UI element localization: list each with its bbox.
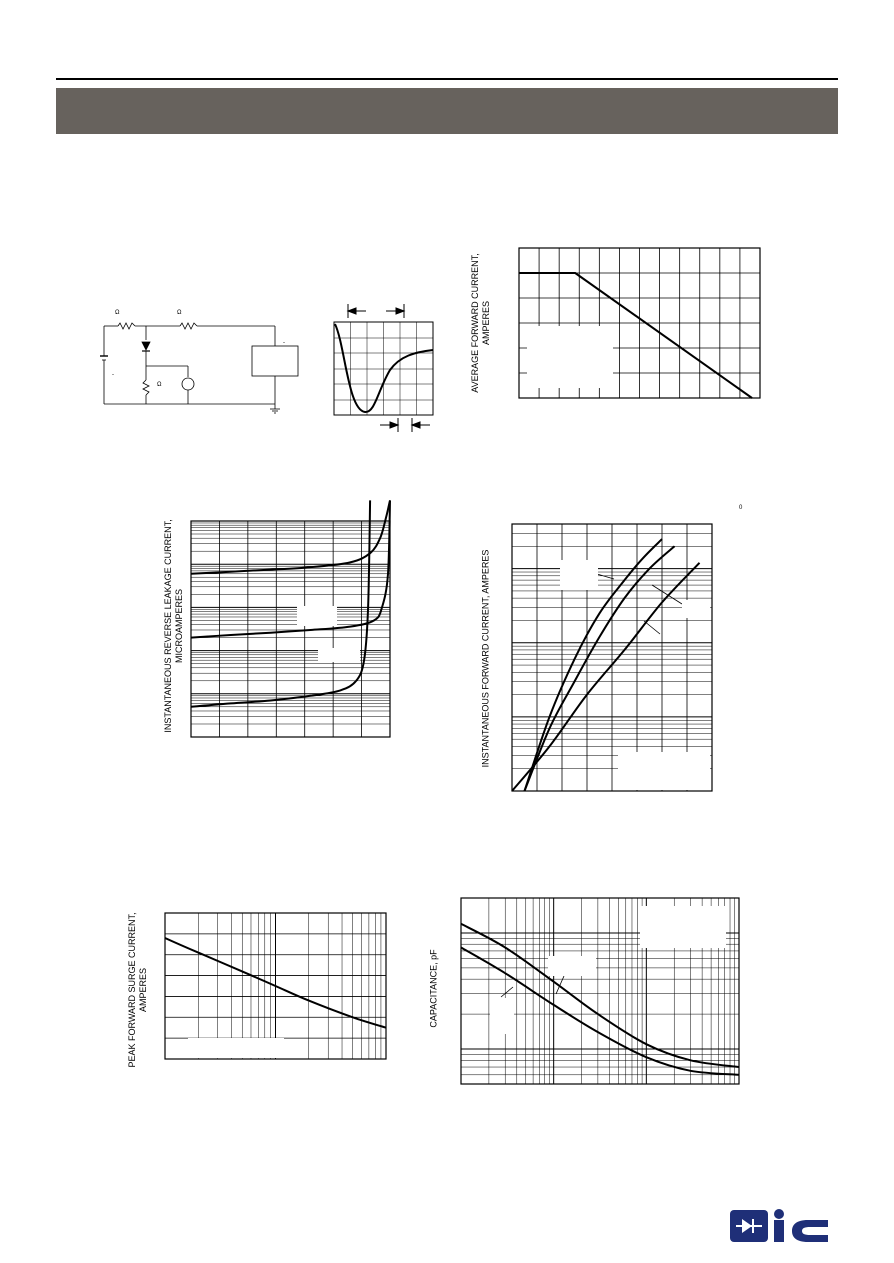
reverse-leakage-series-3 <box>191 500 370 706</box>
derating-y-axis-label <box>470 253 492 393</box>
forward-characteristics-chart <box>512 524 712 791</box>
resistor-3-label: Ω <box>157 382 162 388</box>
forward-note-box-3 <box>618 752 710 790</box>
company-logo <box>728 1208 832 1246</box>
leakage-y-axis-label <box>163 516 185 736</box>
leakage-y-label-line-2: MICROAMPERES <box>174 589 184 664</box>
surge-note-box <box>188 1038 284 1058</box>
capacitance-note-box-3 <box>490 998 514 1034</box>
resistor-1-label: Ω <box>115 310 120 316</box>
reverse-leakage-chart <box>191 500 390 737</box>
minus-label-1: - <box>112 372 114 378</box>
forward-characteristics-grid <box>512 524 712 791</box>
resistor-2-label: Ω <box>177 310 182 316</box>
leakage-y-label-line-1: INSTANTANEOUS REVERSE LEAKAGE CURRENT, <box>163 519 173 733</box>
capacitance-note-box-2 <box>548 956 596 976</box>
surge-current-chart <box>165 913 386 1059</box>
capacitance-y-axis-label <box>429 939 440 1039</box>
leakage-note-box-2 <box>318 648 360 662</box>
capacitance-note-box-1 <box>640 906 726 948</box>
reverse-leakage-series-1 <box>191 500 390 573</box>
capacitance-y-label-line-1: CAPACITANCE, pF <box>428 949 439 1028</box>
minus-label-2: - <box>283 340 285 346</box>
derating-note-box <box>527 326 613 388</box>
surge-y-label-line-2: AMPERES <box>138 968 148 1013</box>
forward-note-box-2 <box>682 600 710 618</box>
surge-y-axis-label <box>127 910 149 1070</box>
leakage-note-box-1 <box>297 606 337 626</box>
note-symbol: 0 <box>739 505 743 511</box>
derating-y-label-line-2: AMPERES <box>481 301 491 346</box>
forward-note-box-1 <box>560 560 598 590</box>
derating-y-label-line-1: AVERAGE FORWARD CURRENT, <box>470 253 480 393</box>
surge-y-label-line-1: PEAK FORWARD SURGE CURRENT, <box>127 912 137 1068</box>
forward-y-axis-label <box>481 549 492 769</box>
forward-y-label-line-1: INSTANTANEOUS FORWARD CURRENT, AMPERES <box>480 549 491 768</box>
